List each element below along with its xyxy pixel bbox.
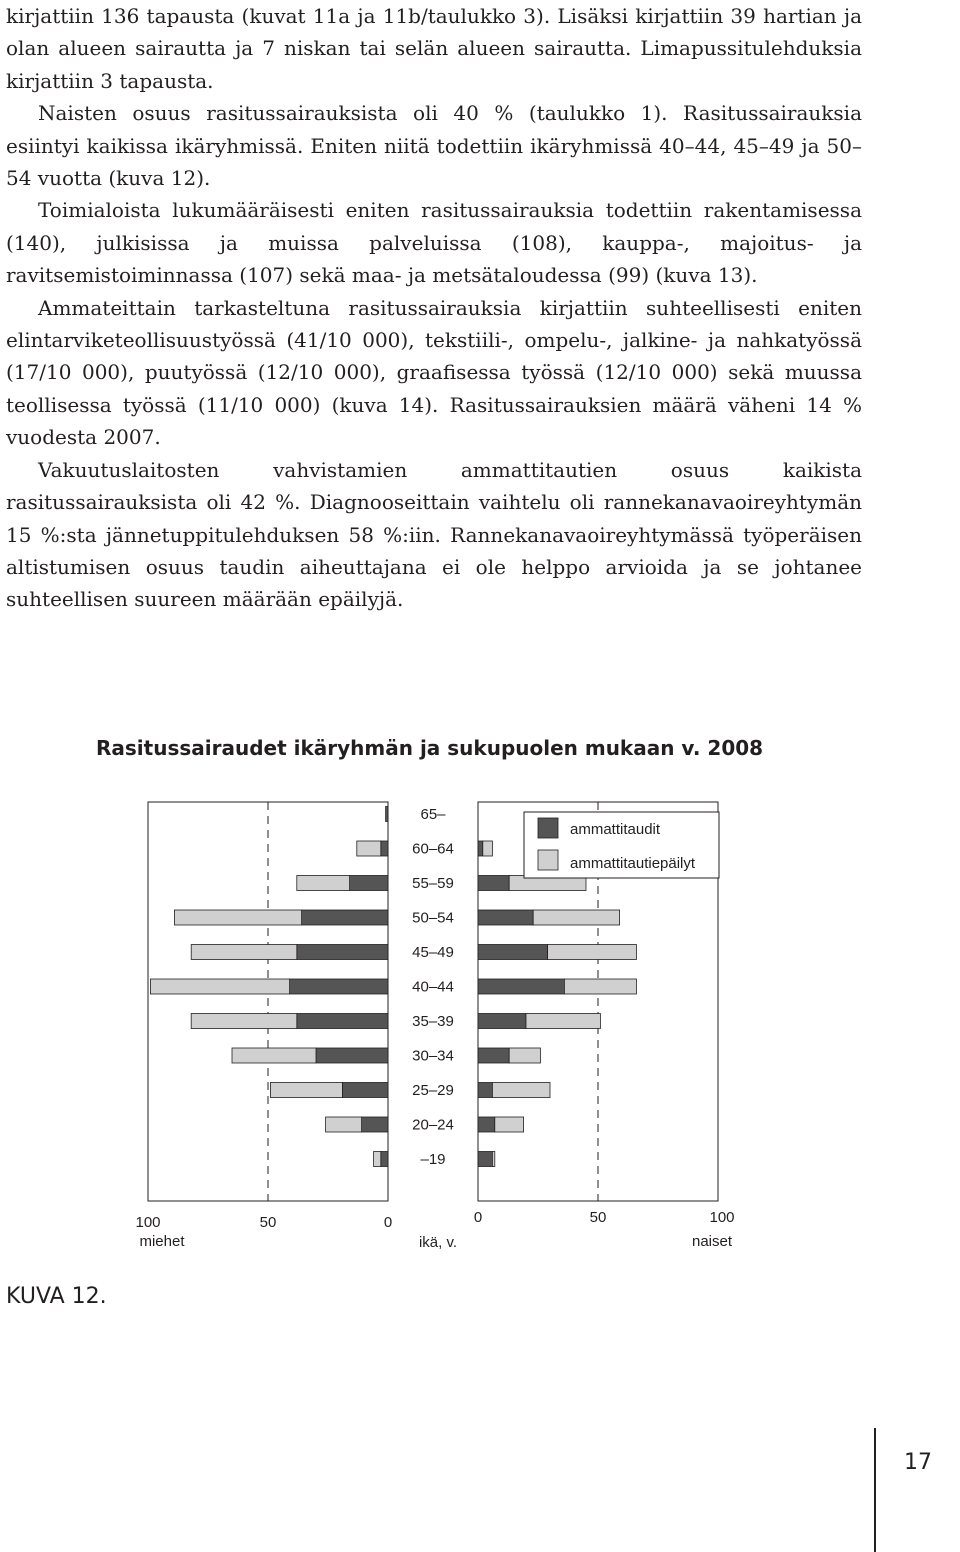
category-label: 50–54: [412, 909, 454, 927]
axis-label-naiset: naiset: [691, 1233, 733, 1250]
category-label: 55–59: [412, 875, 454, 892]
tick-label-right: 0: [473, 1209, 483, 1226]
category-label: 65–: [420, 806, 446, 823]
category-label: 45–49: [412, 944, 454, 961]
bar-miehet-ammattitautiepailyt: [297, 876, 350, 891]
bar-miehet-ammattitaudit: [297, 1014, 388, 1029]
bar-miehet-ammattitautiepailyt: [191, 1014, 297, 1029]
bar-miehet-ammattitaudit: [316, 1048, 388, 1063]
bar-miehet-ammattitautiepailyt: [374, 1152, 381, 1167]
bar-naiset-ammattitautiepailyt: [564, 979, 636, 994]
bar-miehet-ammattitautiepailyt: [150, 979, 289, 994]
figure-label: KUVA 12.: [6, 1284, 107, 1309]
bar-miehet-ammattitaudit: [386, 807, 388, 822]
bar-miehet-ammattitaudit: [302, 910, 388, 925]
bar-naiset-ammattitautiepailyt: [533, 910, 619, 925]
bar-naiset-ammattitaudit: [478, 1152, 492, 1167]
bar-naiset-ammattitaudit: [478, 876, 509, 891]
category-label: 20–24: [412, 1116, 454, 1134]
page-number: 17: [904, 1450, 932, 1475]
bar-naiset-ammattitaudit: [478, 1014, 526, 1029]
tick-label-right: 50: [589, 1209, 607, 1226]
paragraph: Vakuutuslaitosten vahvistamien ammattitautien osuus kaikista rasitussairauksista oli 42 %. Diagnooseittain vaihtelu oli rannekanavaoireyhtymän 15 %:sta jännetuppitulehduksen 58 %:iin. Rannekanavaoireyhtymässä työperäisen altistumisen osuus taudin aiheuttajana ei ole helppo arvioida ja se johtanee suhteellisen suureen määrään epäilyjä.: [6, 457, 862, 612]
legend-swatch-dark: [538, 818, 558, 838]
bar-miehet-ammattitautiepailyt: [191, 945, 297, 960]
tick-label-left: 100: [135, 1214, 161, 1231]
bar-naiset-ammattitautiepailyt: [492, 1152, 494, 1167]
bar-naiset-ammattitautiepailyt: [548, 945, 637, 960]
tick-label-left: 50: [259, 1214, 277, 1231]
bar-naiset-ammattitaudit: [478, 1083, 492, 1098]
bar-miehet-ammattitaudit: [381, 1152, 388, 1167]
paragraph: kirjattiin 136 tapausta (kuvat 11a ja 11b/taulukko 3). Lisäksi kirjattiin 39 hartian ja olan alueen sairautta ja 7 niskan tai selän alueen sairautta. Limapussitulehduksia kirjattiin 3 tapausta.: [6, 4, 862, 93]
bar-miehet-ammattitaudit: [290, 979, 388, 994]
body-text: [6, 0, 862, 616]
tick-label-right: 100: [709, 1209, 735, 1226]
chart-title: Rasitussairaudet ikäryhmän ja sukupuolen mukaan v. 2008: [96, 736, 764, 760]
bar-miehet-ammattitaudit: [381, 841, 388, 856]
chart: [0, 790, 960, 1260]
category-label: 40–44: [412, 978, 454, 996]
bar-miehet-ammattitautiepailyt: [357, 841, 381, 856]
bar-naiset-ammattitaudit: [478, 1048, 509, 1063]
bar-miehet-ammattitaudit: [297, 945, 388, 960]
page-rule: [874, 1428, 876, 1552]
paragraph: Toimialoista lukumääräisesti eniten rasitussairauksia todettiin rakentamisessa (140), julkisissa ja muissa palveluissa (108), kauppa-, majoitus- ja ravitsemistoiminnassa (107) sekä maa- ja metsätaloudessa (99) (kuva 13).: [6, 198, 862, 288]
bar-naiset-ammattitaudit: [478, 1117, 495, 1132]
bar-miehet-ammattitautiepailyt: [270, 1083, 342, 1098]
paragraph: Naisten osuus rasitussairauksista oli 40 % (taulukko 1). Rasitussairauksia esiintyi kaikissa ikäryhmissä. Eniten niitä todettiin ikäryhmissä 40–44, 45–49 ja 50–54 vuotta (kuva 12).: [6, 101, 862, 191]
bar-naiset-ammattitaudit: [478, 979, 564, 994]
bar-miehet-ammattitaudit: [350, 876, 388, 891]
category-label: 25–29: [412, 1082, 454, 1099]
tick-label-left: 0: [383, 1214, 393, 1231]
bar-naiset-ammattitautiepailyt: [526, 1014, 600, 1029]
bar-naiset-ammattitaudit: [478, 841, 483, 856]
category-label: 35–39: [412, 1013, 454, 1030]
axis-label-miehet: miehet: [139, 1233, 185, 1250]
category-label: 60–64: [412, 840, 454, 858]
bar-miehet-ammattitautiepailyt: [326, 1117, 362, 1132]
category-label: –19: [420, 1151, 446, 1168]
bar-miehet-ammattitautiepailyt: [174, 910, 301, 925]
bar-miehet-ammattitaudit: [362, 1117, 388, 1132]
bar-naiset-ammattitautiepailyt: [483, 841, 493, 856]
bar-miehet-ammattitautiepailyt: [232, 1048, 316, 1063]
bar-naiset-ammattitautiepailyt: [509, 1048, 540, 1063]
axis-label-ika: ikä, v.: [418, 1234, 458, 1251]
bar-naiset-ammattitautiepailyt: [495, 1117, 524, 1132]
bar-miehet-ammattitaudit: [342, 1083, 388, 1098]
legend-label: ammattitaudit: [570, 821, 661, 838]
category-label: 30–34: [412, 1047, 454, 1065]
bar-naiset-ammattitautiepailyt: [492, 1083, 550, 1098]
paragraph: Ammateittain tarkasteltuna rasitussairauksia kirjattiin suhteellisesti eniten elintarviketeollisuustyössä (41/10 000), tekstiili-, ompelu-, jalkine- ja nahkatyössä (17/10 000), puutyössä (12/10 000), graafisessa työssä (12/10 000) sekä muussa teollisessa työssä (11/10 000) (kuva 14). Rasitussairauksien määrä väheni 14 % vuodesta 2007.: [6, 295, 862, 450]
legend-label: ammattitautiepäilyt: [570, 855, 696, 872]
legend-swatch-light: [538, 850, 558, 870]
bar-naiset-ammattitaudit: [478, 910, 533, 925]
bar-naiset-ammattitaudit: [478, 945, 548, 960]
